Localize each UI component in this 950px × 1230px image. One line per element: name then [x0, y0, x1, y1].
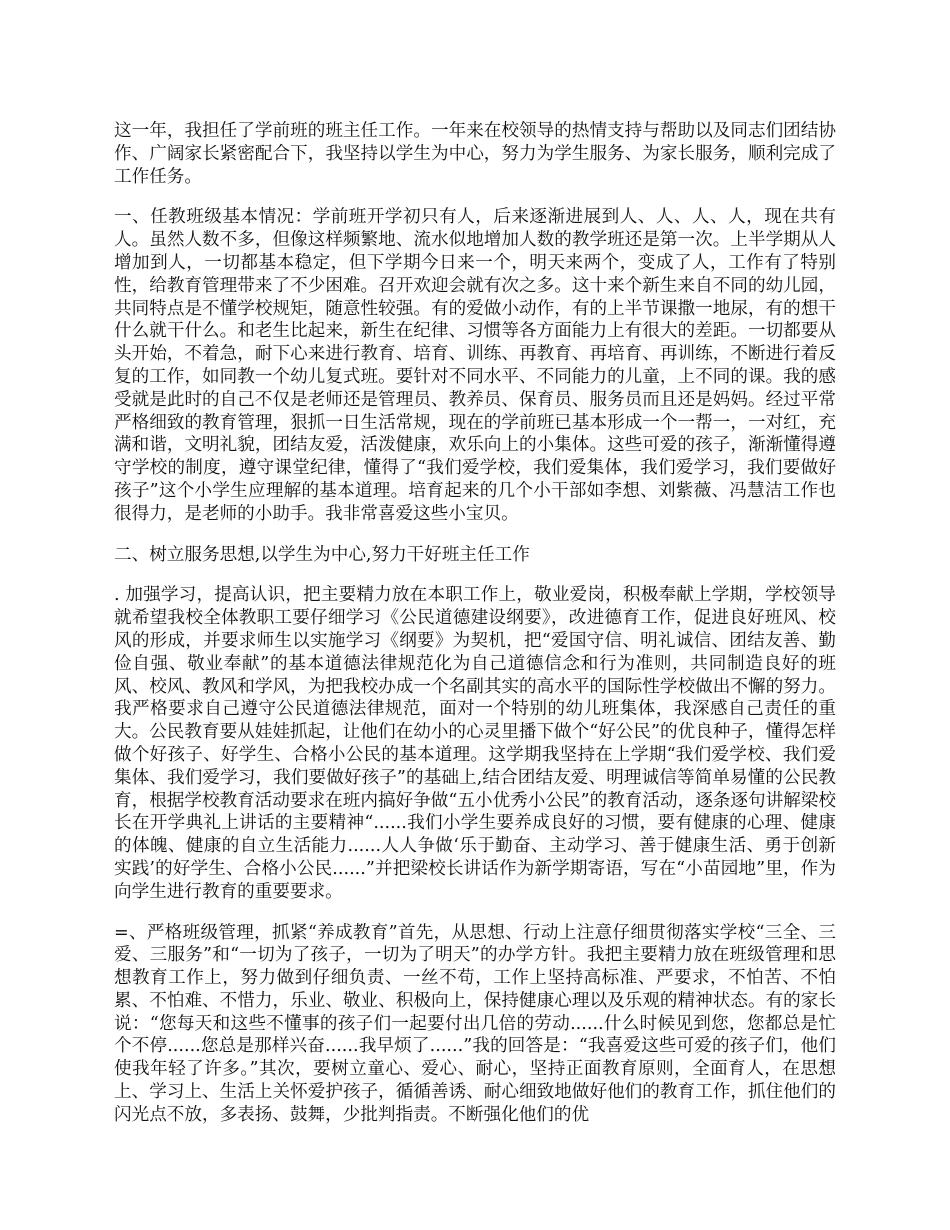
document-page	[114, 120, 836, 1145]
management-paragraph: =、严格班级管理，抓紧“养成教育”首先，从思想、行动上注意仔细贯彻落实学校“三全、三爱、三服务”和“一切为了孩子，一切为了明天”的办学方针。我把主要精力放在班级管理和思想教育工作上，努力做到仔细负责、一丝不苟，工作上坚持高标准、严要求，不怕苦、不怕累、不怕难、不惜力，乐业、敬业、积极向上，保持健康心理以及乐观的精神状态。有的家长说：“您每天和这些不懂事的孩子们一起要付出几倍的劳动......什么时候见到您，您都总是忙个不停......您总是那样兴奋......我早烦了......”我的回答是：“我喜爱这些可爱的孩子们，他们使我年轻了许多。”其次，要树立童心、爱心、耐心，坚持正面教育原则，全面育人，在思想上、学习上、生活上关怀爱护孩子，循循善诱、耐心细致地做好他们的教育工作，抓住他们的闪光点不放，多表扬、鼓舞，少批判指责。不断强化他们的优	[114, 922, 836, 1125]
section-one-paragraph: 一、任教班级基本情况：学前班开学初只有人，后来逐渐进展到人、人、人、人，现在共有人。虽然人数不多，但像这样频繁地、流水似地增加人数的教学班还是第一次。上半学期从人增加到人，一切都基本稳定，但下学期今日来一个，明天来两个，变成了人，工作有了特别性，给教育管理带来了不少困难。召开欢迎会就有次之多。这十来个新生来自不同的幼儿园，共同特点是不懂学校规矩，随意性较强。有的爱做小动作，有的上半节课撒一地尿，有的想干什么就干什么。和老生比起来，新生在纪律、习惯等各方面能力上有很大的差距。一切都要从头开始，不着急，耐下心来进行教育、培育、训练、再教育、再培育、再训练，不断进行着反复的工作，如同教一个幼儿复式班。要针对不同水平、不同能力的儿童，上不同的课。我的感受就是此时的自己不仅是老师还是管理员、教养员、保育员、服务员而且还是妈妈。经过平常严格细致的教育管理，狠抓一日生活常规，现在的学前班已基本形成一个一帮一，一对红，充满和谐，文明礼貌，团结友爱，活泼健康，欢乐向上的小集体。这些可爱的孩子，渐渐懂得遵守学校的制度，遵守课堂纪律，懂得了“我们爱学校，我们爱集体，我们爱学习，我们要做好孩子”这个小学生应理解的基本道理。培育起来的几个小干部如李想、刘紫薇、冯慧洁工作也很得力，是老师的小助手。我非常喜爱这些小宝贝。	[114, 207, 836, 524]
intro-paragraph: 这一年，我担任了学前班的班主任工作。一年来在校领导的热情支持与帮助以及同志们团结协作、广阔家长紧密配合下，我坚持以学生为中心，努力为学生服务、为家长服务，顺利完成了工作任务。	[114, 121, 836, 187]
section-two-heading: 二、树立服务思想,以学生为中心,努力干好班主任工作	[114, 544, 530, 565]
study-paragraph: . 加强学习，提高认识，把主要精力放在本职工作上，敬业爱岗，积极奉献上学期，学校领导就希望我校全体教职工要仔细学习《公民道德建设纲要》，改进德育工作，促进良好班风、校风的形成，并要求师生以实施学习《纲要》为契机，把“爱国守信、明礼诚信、团结友善、勤俭自强、敬业奉献”的基本道德法律规范化为自己道德信念和行为准则，共同制造良好的班风、校风、教风和学风，为把我校办成一个名副其实的高水平的国际性学校做出不懈的努力。我严格要求自己遵守公民道德法律规范，面对一个特别的幼儿班集体，我深感自己责任的重大。公民教育要从娃娃抓起，让他们在幼小的心灵里播下做个“好公民”的优良种子，懂得怎样做个好孩子、好学生、合格小公民的基本道理。这学期我坚持在上学期“我们爱学校、我们爱集体、我们爱学习，我们要做好孩子”的基础上,结合团结友爱、明理诚信等简单易懂的公民教育，根据学校教育活动要求在班内搞好争做“五小优秀小公民”的教育活动，逐条逐句讲解梁校长在开学典礼上讲话的主要精神“......我们小学生要养成良好的习惯，要有健康的心理、健康的体魄、健康的自立生活能力......人人争做‘乐于勤奋、主动学习、善于健康生活、勇于创新实践’的好学生、合格小公民......”并把梁校长讲话作为新学期寄语，写在“小苗园地”里，作为向学生进行教育的重要要求。	[114, 585, 836, 902]
